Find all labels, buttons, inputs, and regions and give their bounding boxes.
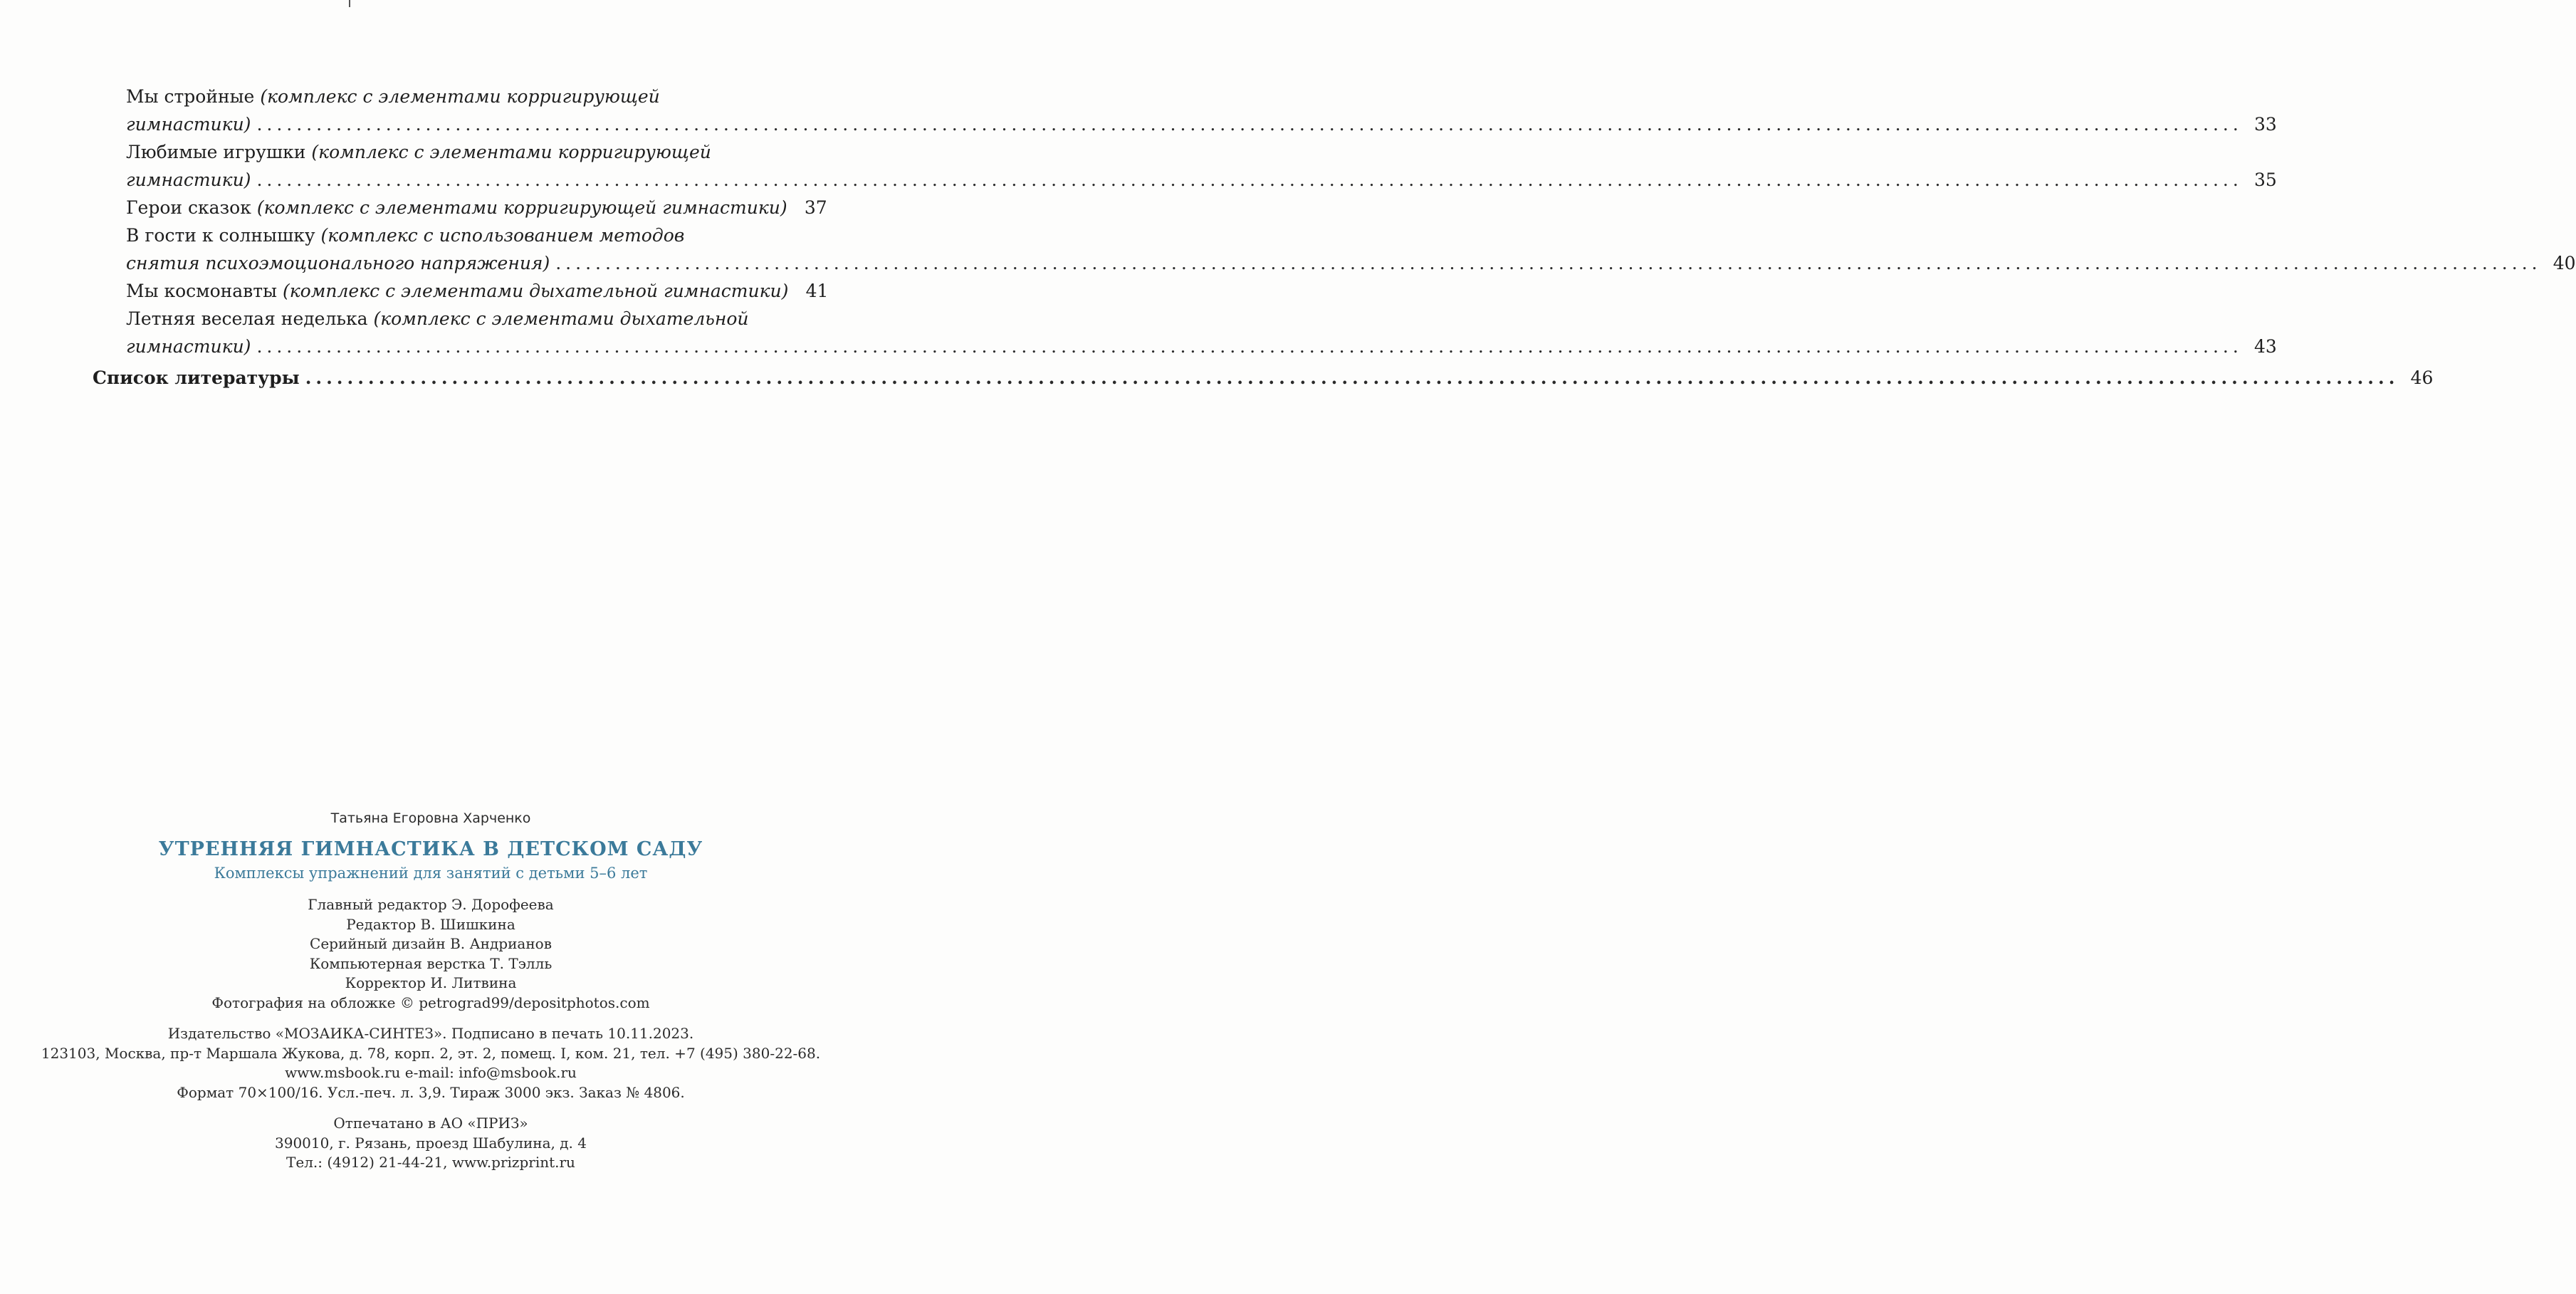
credits-list xyxy=(0,895,862,1013)
toc-entry-note: (комплекс с использованием методов xyxy=(320,225,685,246)
print-format: Формат 70×100/16. Усл.-печ. л. 3,9. Тираж 3000 экз. Заказ № 4806. xyxy=(177,1083,685,1101)
toc-page-number: 41 xyxy=(805,281,829,301)
toc-entry[interactable] xyxy=(93,221,2576,277)
toc-entry-bibliography[interactable] xyxy=(93,364,2434,392)
publisher-info xyxy=(0,1024,862,1102)
dot-leader: ........................................................................................................................................................................................................ xyxy=(256,169,2243,190)
toc-entry-title: В гости к солнышку xyxy=(126,225,315,246)
imprint-block xyxy=(0,809,862,1173)
credit-line: Фотография на обложке © petrograd99/depositphotos.com xyxy=(211,993,650,1011)
toc-entry-note: (комплекс с элементами корригирующей гимнастики) xyxy=(256,197,787,218)
dot-leader: ........................................................................................................................................................................................................ xyxy=(305,367,2399,388)
printer-address: 390010, г. Рязань, проезд Шабулина, д. 4 xyxy=(275,1134,587,1152)
toc-entry-title: Мы космонавты xyxy=(126,281,277,301)
table-of-contents xyxy=(93,83,2576,392)
toc-entry[interactable] xyxy=(93,83,2277,138)
credit-line: Серийный дизайн В. Андрианов xyxy=(310,935,552,952)
publisher-line: Издательство «МОЗАИКА-СИНТЕЗ». Подписано в печать 10.11.2023. xyxy=(167,1025,694,1042)
toc-entry-note: (комплекс с элементами корригирующей xyxy=(311,142,711,162)
toc-page-number: 33 xyxy=(2253,114,2277,135)
toc-entry-note-cont: снятия психоэмоционального напряжения) xyxy=(126,253,550,273)
toc-entry-title: Мы стройные xyxy=(126,86,255,107)
toc-entry[interactable] xyxy=(93,138,2277,194)
publisher-web: www.msbook.ru e-mail: info@msbook.ru xyxy=(285,1064,577,1081)
toc-page-number: 43 xyxy=(2253,336,2277,357)
scan-mark xyxy=(349,0,350,7)
toc-entry-title: Любимые игрушки xyxy=(126,142,306,162)
toc-entry-note-cont: гимнастики) xyxy=(126,336,251,357)
author-name: Татьяна Егоровна Харченко xyxy=(330,810,531,826)
toc-entry[interactable] xyxy=(93,305,2277,360)
toc-entry-title: Летняя веселая неделька xyxy=(126,308,368,329)
toc-entry-note-cont: гимнастики) xyxy=(126,114,251,135)
toc-entry-title: Список литературы xyxy=(93,367,300,388)
printer-info xyxy=(0,1114,862,1173)
dot-leader: ........................................................................................................................................................................................................ xyxy=(555,253,2542,273)
book-subtitle: Комплексы упражнений для занятий с детьми 5–6 лет xyxy=(214,865,648,882)
book-title: УТРЕННЯЯ ГИМНАСТИКА В ДЕТСКОМ САДУ xyxy=(158,838,703,860)
credit-line: Главный редактор Э. Дорофеева xyxy=(308,896,554,913)
credit-line: Компьютерная верстка Т. Тэлль xyxy=(309,954,553,972)
dot-leader: ........................................................................................................................................................................................................ xyxy=(256,114,2243,135)
toc-entry-note-cont: гимнастики) xyxy=(126,169,251,190)
publisher-address: 123103, Москва, пр-т Маршала Жукова, д. 78, корп. 2, эт. 2, помещ. I, ком. 21, тел. +7 (495) 380-22-68. xyxy=(41,1044,821,1062)
toc-entry[interactable] xyxy=(93,194,827,221)
credit-line: Корректор И. Литвина xyxy=(345,974,517,991)
toc-page-number: 37 xyxy=(804,197,827,218)
toc-page-number: 40 xyxy=(2553,253,2576,273)
printer-contact: Тел.: (4912) 21-44-21, www.prizprint.ru xyxy=(286,1154,575,1171)
printer-name: Отпечатано в АО «ПРИЗ» xyxy=(333,1115,528,1132)
toc-entry-note: (комплекс с элементами дыхательной xyxy=(373,308,749,329)
toc-page-number: 35 xyxy=(2253,169,2277,190)
toc-page-number: 46 xyxy=(2410,367,2434,388)
credit-line: Редактор В. Шишкина xyxy=(346,915,515,933)
toc-entry[interactable] xyxy=(93,277,829,305)
toc-entry-note: (комплекс с элементами корригирующей xyxy=(260,86,660,107)
toc-entry-title: Герои сказок xyxy=(126,197,251,218)
dot-leader: ........................................................................................................................................................................................................ xyxy=(256,336,2243,357)
toc-entry-note: (комплекс с элементами дыхательной гимнастики) xyxy=(282,281,789,301)
